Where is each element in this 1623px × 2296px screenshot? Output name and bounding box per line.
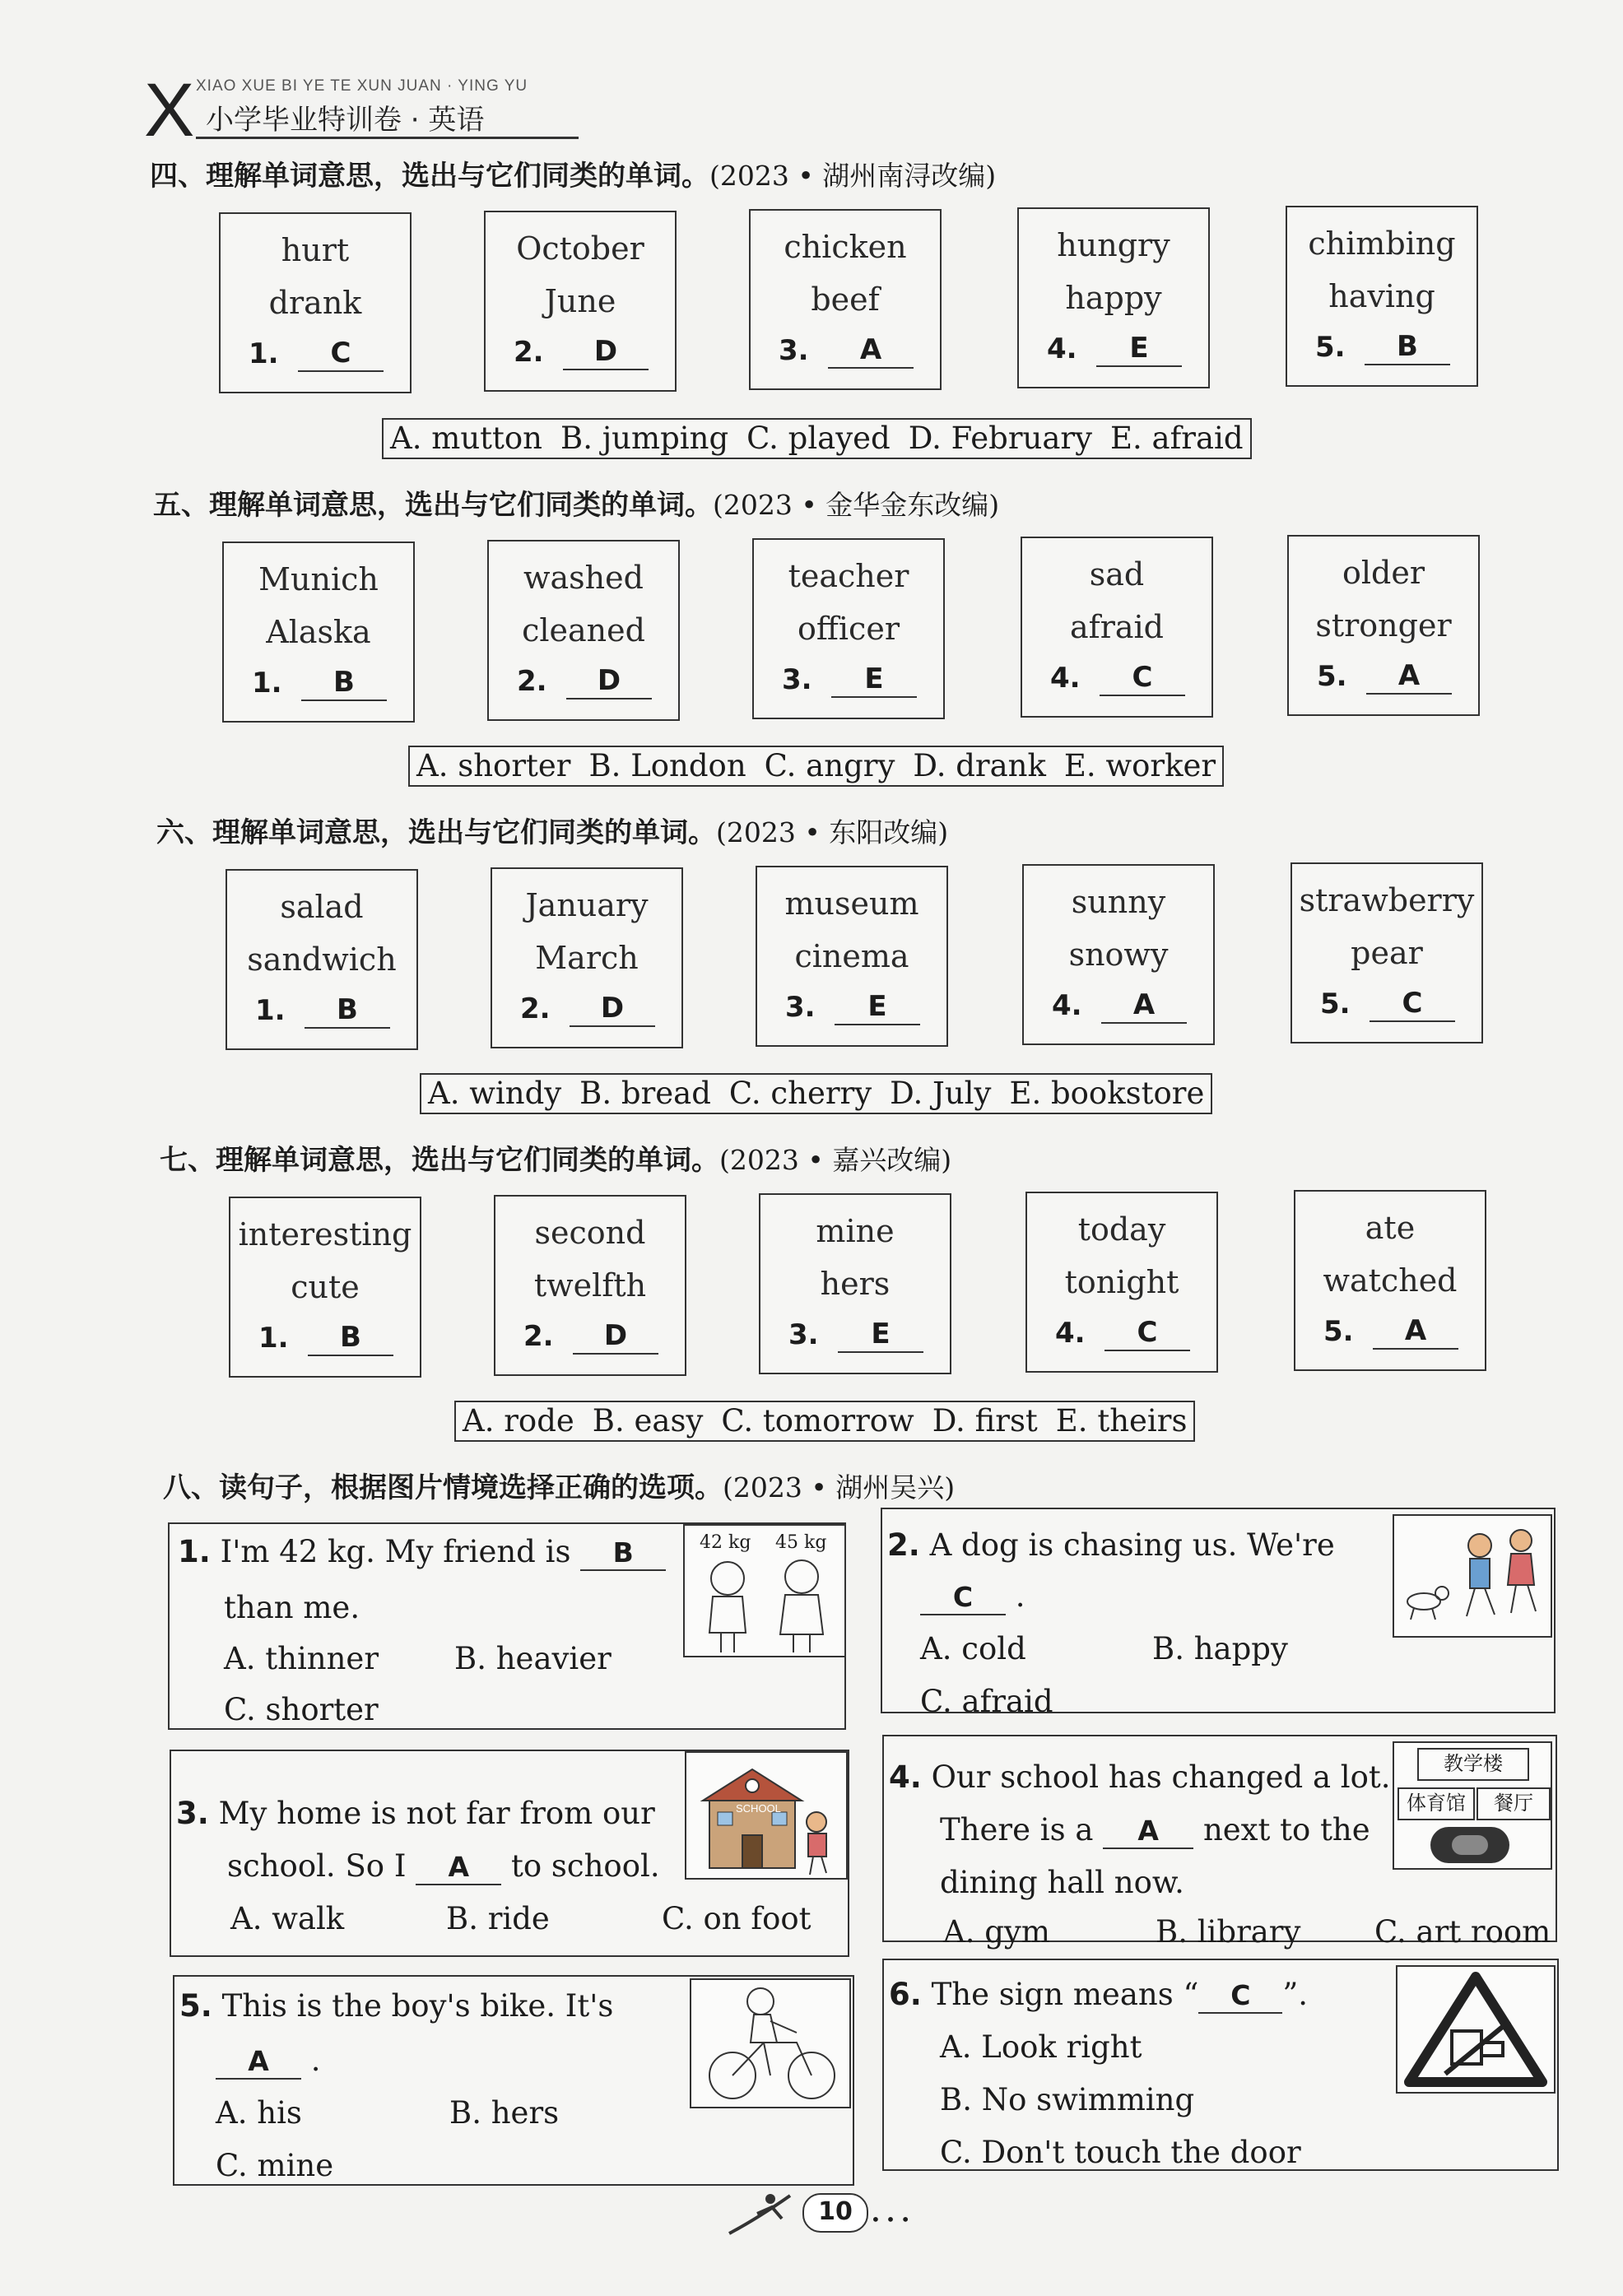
- word-box: strawberry pear 5. C: [1290, 862, 1483, 1043]
- answer-blank[interactable]: B: [308, 1320, 393, 1356]
- answer-blank[interactable]: A: [216, 2045, 301, 2080]
- header-underline: [196, 137, 579, 139]
- answer-blank[interactable]: A: [1101, 988, 1187, 1024]
- question-6-box: 6. The sign means “ C ”. A. Look right B. No swimming C. Don't touch the door: [882, 1959, 1559, 2171]
- header-title: 小学毕业特训卷 · 英语: [206, 104, 485, 137]
- word-box: hurt drank 1. C: [219, 212, 412, 393]
- school-map-picture: 教学楼 体育馆 餐厅: [1393, 1741, 1552, 1870]
- word-box: second twelfth 2. D: [494, 1195, 686, 1376]
- answer-blank[interactable]: C: [1198, 1979, 1282, 2014]
- word-box: older stronger 5. A: [1287, 535, 1480, 716]
- dog-chase-picture: [1393, 1514, 1552, 1638]
- word-box: teacher officer 3. E: [752, 538, 945, 719]
- header-logo-letter: X: [144, 68, 195, 152]
- question-2-box: 2. A dog is chasing us. We're C . A. cold B. happy C. afraid: [881, 1508, 1556, 1713]
- answer-blank[interactable]: A: [1373, 1313, 1458, 1350]
- word-box: museum cinema 3. E: [756, 866, 948, 1047]
- answer-blank[interactable]: A: [1103, 1815, 1193, 1849]
- options-box: A. mutton B. jumping C. played D. February E. afraid: [382, 418, 1252, 459]
- question-4-box: 4. Our school has changed a lot. There is a A next to the dining hall now. A. gym B. library C. art room 教学楼 体育馆 餐厅: [882, 1735, 1557, 1942]
- word-box: mine hers 3. E: [759, 1193, 951, 1374]
- answer-blank[interactable]: C: [298, 336, 384, 372]
- answer-blank[interactable]: B: [305, 992, 390, 1029]
- answer-blank[interactable]: A: [1366, 658, 1452, 695]
- page-number: 10: [802, 2193, 868, 2233]
- answer-blank[interactable]: C: [920, 1581, 1006, 1615]
- word-box: hungry happy 4. E: [1017, 207, 1210, 388]
- answer-blank[interactable]: E: [1096, 331, 1182, 367]
- word-box: today tonight 4. C: [1025, 1192, 1218, 1373]
- section-5-title: 五、理解单词意思，选出与它们同类的单词。(2023 • 金华金东改编): [153, 489, 1000, 522]
- answer-blank[interactable]: A: [828, 332, 914, 369]
- word-box: salad sandwich 1. B: [226, 869, 418, 1050]
- weight-picture: 42 kg 45 kg: [683, 1524, 846, 1657]
- answer-blank[interactable]: E: [838, 1317, 923, 1353]
- answer-blank[interactable]: C: [1100, 660, 1185, 696]
- word-box: January March 2. D: [491, 867, 683, 1048]
- word-box: washed cleaned 2. D: [487, 540, 680, 721]
- word-box: Munich Alaska 1. B: [222, 541, 415, 723]
- answer-blank[interactable]: E: [831, 662, 917, 698]
- question-5-box: 5. This is the boy's bike. It's A . A. his B. hers C. mine: [173, 1975, 854, 2186]
- runner-logo-icon: [724, 2186, 800, 2242]
- answer-blank[interactable]: D: [570, 991, 655, 1027]
- word-box: chimbing having 5. B: [1286, 206, 1478, 387]
- answer-blank[interactable]: D: [566, 663, 652, 699]
- word-box: interesting cute 1. B: [229, 1197, 421, 1378]
- answer-blank[interactable]: C: [1370, 986, 1455, 1022]
- section-7-title: 七、理解单词意思，选出与它们同类的单词。(2023 • 嘉兴改编): [160, 1144, 952, 1177]
- header-pinyin: XIAO XUE BI YE TE XUN JUAN · YING YU: [196, 77, 528, 95]
- answer-blank[interactable]: B: [301, 665, 387, 701]
- school-picture: SCHOOL: [685, 1751, 848, 1880]
- word-box: October June 2. D: [484, 211, 677, 392]
- word-box: sad afraid 4. C: [1021, 537, 1213, 718]
- answer-blank[interactable]: B: [580, 1536, 666, 1571]
- word-box: sunny snowy 4. A: [1022, 864, 1215, 1045]
- answer-blank[interactable]: A: [416, 1851, 501, 1885]
- answer-blank[interactable]: D: [573, 1318, 658, 1355]
- warning-sign-picture: [1396, 1965, 1556, 2094]
- answer-blank[interactable]: E: [835, 989, 920, 1025]
- section-6-title: 六、理解单词意思，选出与它们同类的单词。(2023 • 东阳改编): [156, 816, 949, 849]
- answer-blank[interactable]: D: [563, 334, 649, 370]
- section-4-title: 四、理解单词意思，选出与它们同类的单词。(2023 • 湖州南浔改编): [150, 160, 997, 193]
- question-3-box: 3. My home is not far from our school. So I A to school. A. walk B. ride C. on foot SCHOOL: [170, 1750, 849, 1957]
- options-box: A. shorter B. London C. angry D. drank E. worker: [408, 746, 1224, 787]
- word-box: chicken beef 3. A: [749, 209, 942, 390]
- answer-blank[interactable]: C: [1104, 1315, 1190, 1351]
- section-8-title: 八、读句子，根据图片情境选择正确的选项。(2023 • 湖州吴兴): [163, 1471, 956, 1504]
- options-box: A. windy B. bread C. cherry D. July E. bookstore: [420, 1073, 1212, 1114]
- options-box: A. rode B. easy C. tomorrow D. first E. theirs: [454, 1401, 1195, 1442]
- page-dots: • • •: [871, 2210, 911, 2229]
- answer-blank[interactable]: B: [1365, 329, 1450, 365]
- word-box: ate watched 5. A: [1294, 1190, 1486, 1371]
- question-1-box: 1. I'm 42 kg. My friend is B than me. A. thinner B. heavier C. shorter 42 kg 45 kg: [168, 1522, 846, 1730]
- boy-bike-picture: [690, 1978, 851, 2108]
